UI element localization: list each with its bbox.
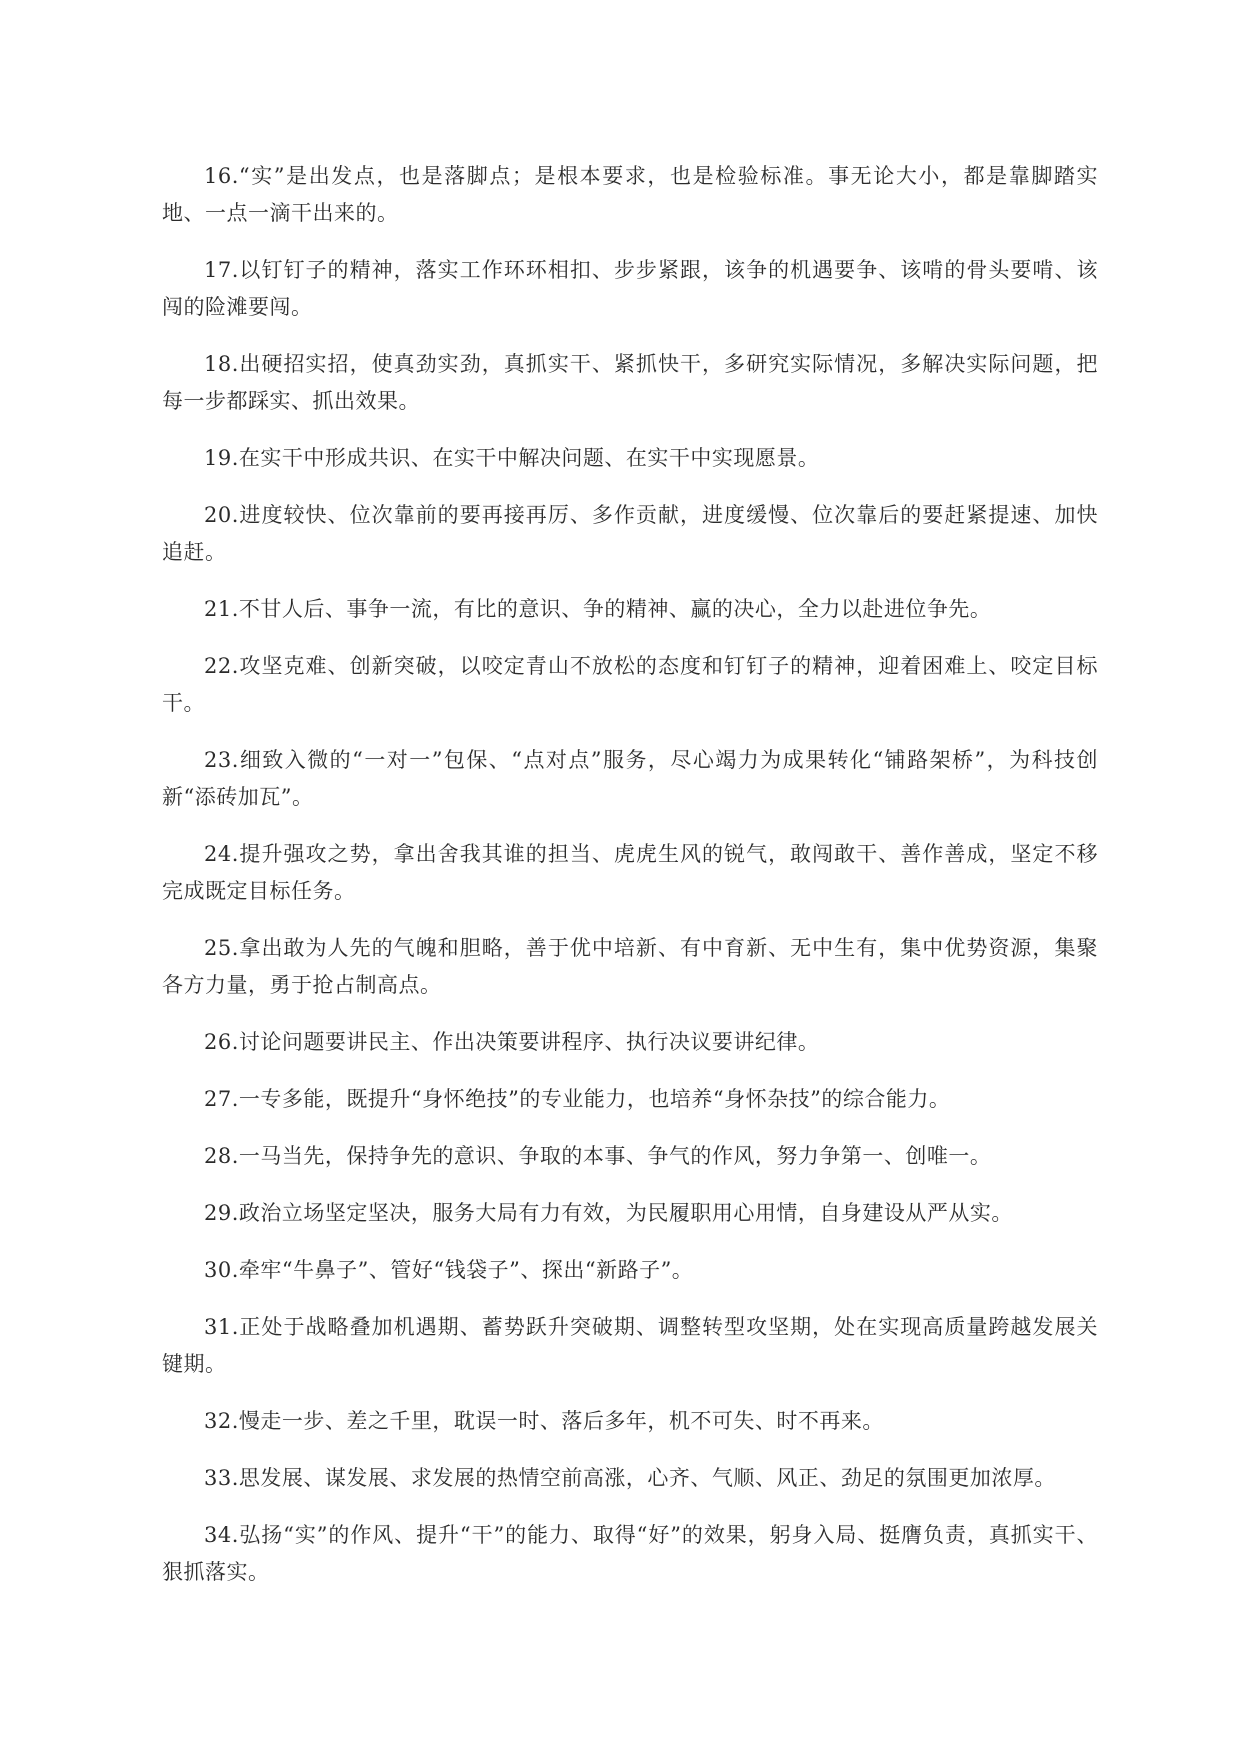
paragraph-32: 32.慢走一步、差之千里，耽误一时、落后多年，机不可失、时不再来。 <box>204 1409 884 1433</box>
paragraph-26: 26.讨论问题要讲民主、作出决策要讲程序、执行决议要讲纪律。 <box>204 1030 820 1054</box>
paragraph-22: 22.攻坚克难、创新突破，以咬定青山不放松的态度和钉钉子的精神，迎着困难上、咬定目标干。 <box>162 654 1098 715</box>
paragraph-24: 24.提升强攻之势，拿出舍我其谁的担当、虎虎生风的锐气，敢闯敢干、善作善成，坚定不移完成既定目标任务。 <box>162 842 1098 903</box>
document-body <box>162 158 1098 1611</box>
paragraph-28: 28.一马当先，保持争先的意识、争取的本事、争气的作风，努力争第一、创唯一。 <box>204 1144 992 1168</box>
paragraph-16: 16.“实”是出发点，也是落脚点；是根本要求，也是检验标准。事无论大小，都是靠脚踏实地、一点一滴干出来的。 <box>162 164 1098 225</box>
paragraph-33: 33.思发展、谋发展、求发展的热情空前高涨，心齐、气顺、风正、劲足的氛围更加浓厚。 <box>204 1466 1056 1490</box>
paragraph-25: 25.拿出敢为人先的气魄和胆略，善于优中培新、有中育新、无中生有，集中优势资源，集聚各方力量，勇于抢占制高点。 <box>162 936 1098 997</box>
paragraph-29: 29.政治立场坚定坚决，服务大局有力有效，为民履职用心用情，自身建设从严从实。 <box>204 1201 1013 1225</box>
paragraph-27: 27.一专多能，既提升“身怀绝技”的专业能力，也培养“身怀杂技”的综合能力。 <box>204 1087 951 1111</box>
paragraph-21: 21.不甘人后、事争一流，有比的意识、争的精神、赢的决心，全力以赴进位争先。 <box>204 597 992 621</box>
paragraph-23: 23.细致入微的“一对一”包保、“点对点”服务，尽心竭力为成果转化“铺路架桥”，为科技创新“添砖加瓦”。 <box>162 748 1098 809</box>
paragraph-17: 17.以钉钉子的精神，落实工作环环相扣、步步紧跟，该争的机遇要争、该啃的骨头要啃、该闯的险滩要闯。 <box>162 258 1098 319</box>
paragraph-31: 31.正处于战略叠加机遇期、蓄势跃升突破期、调整转型攻坚期，处在实现高质量跨越发展关键期。 <box>162 1315 1098 1376</box>
paragraph-18: 18.出硬招实招，使真劲实劲，真抓实干、紧抓快干，多研究实际情况，多解决实际问题，把每一步都踩实、抓出效果。 <box>162 352 1098 413</box>
paragraph-30: 30.牵牢“牛鼻子”、管好“钱袋子”、探出“新路子”。 <box>204 1258 694 1282</box>
paragraph-20: 20.进度较快、位次靠前的要再接再厉、多作贡献，进度缓慢、位次靠后的要赶紧提速、加快追赶。 <box>162 503 1098 564</box>
paragraph-19: 19.在实干中形成共识、在实干中解决问题、在实干中实现愿景。 <box>204 446 820 470</box>
paragraph-34: 34.弘扬“实”的作风、提升“干”的能力、取得“好”的效果，躬身入局、挺膺负责，真抓实干、狠抓落实。 <box>162 1523 1098 1584</box>
